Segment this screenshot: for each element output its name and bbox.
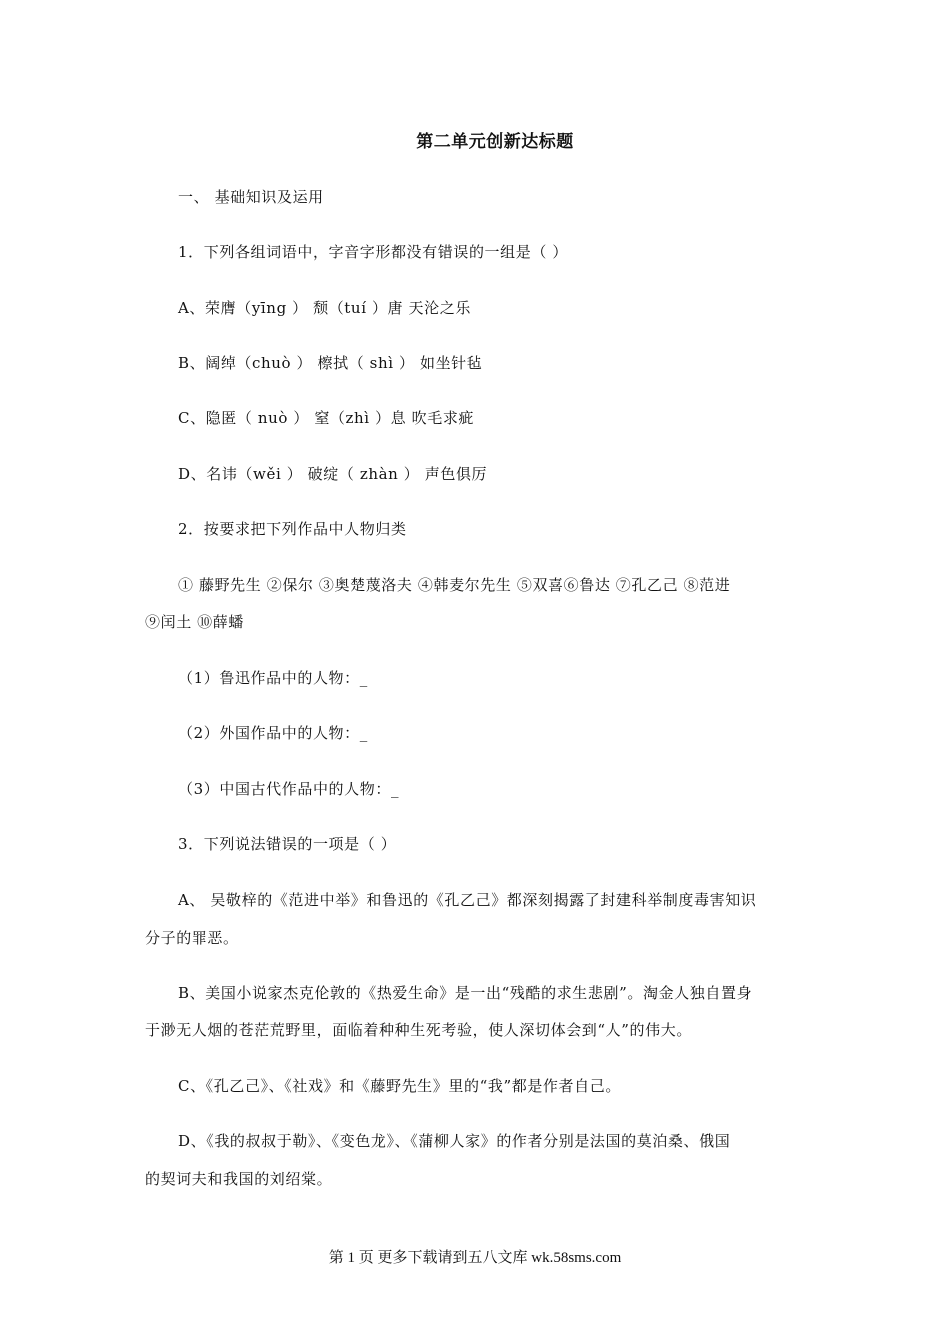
question-2-list-line-2: ⑨闰土 ⑩薛蟠	[145, 613, 244, 631]
question-3-option-d-line-2: 的契诃夫和我国的刘绍棠。	[145, 1170, 333, 1188]
question-1-option-d: D、名讳（wěi ） 破绽（ zhàn ） 声色俱厉	[178, 465, 488, 483]
question-3-stem: 3．下列说法错误的一项是（ ）	[178, 835, 397, 853]
question-1-option-a: A、荣膺（yīng ） 颓（tuí ）唐 天沦之乐	[178, 299, 471, 317]
question-3-option-d-line-1: D、《我的叔叔于勒》、《变色龙》、《蒲柳人家》的作者分别是法国的莫泊桑、俄国	[178, 1132, 731, 1150]
page-footer: 第 1 页 更多下载请到五八文库 wk.58sms.com	[328, 1250, 622, 1266]
question-2-sub-1: （1）鲁迅作品中的人物：_	[178, 669, 368, 687]
question-2-stem: 2．按要求把下列作品中人物归类	[178, 520, 407, 538]
question-3-option-b-line-2: 于渺无人烟的苍茫荒野里，面临着种种生死考验，使人深切体会到“人”的伟大。	[145, 1021, 692, 1039]
page-title: 第二单元创新达标题	[416, 132, 574, 152]
question-2-sub-2: （2）外国作品中的人物：_	[178, 724, 368, 742]
question-3-option-a-line-1: A、 吴敬梓的《范进中举》和鲁迅的《孔乙己》都深刻揭露了封建科举制度毒害知识	[178, 891, 757, 909]
question-3-option-b-line-1: B、美国小说家杰克伦敦的《热爱生命》是一出“残酷的求生悲剧”。淘金人独自置身	[178, 984, 753, 1002]
question-1-stem: 1．下列各组词语中，字音字形都没有错误的一组是（ ）	[178, 243, 568, 261]
question-2-sub-3: （3）中国古代作品中的人物：_	[178, 780, 400, 798]
question-3-option-c: C、《孔乙己》、《社戏》和《藤野先生》里的“我”都是作者自己。	[178, 1077, 621, 1095]
question-1-option-c: C、隐匿（ nuò ） 窒（zhì ）息 吹毛求疵	[178, 409, 475, 427]
section-heading: 一、 基础知识及运用	[178, 188, 324, 206]
question-1-option-b: B、阔绰（chuò ） 檫拭（ shì ） 如坐针毡	[178, 354, 483, 372]
question-2-list-line-1: ① 藤野先生 ②保尔 ③奥楚蔑洛夫 ④韩麦尔先生 ⑤双喜⑥鲁达 ⑦孔乙己 ⑧范进	[178, 576, 731, 594]
question-3-option-a-line-2: 分子的罪恶。	[145, 929, 239, 947]
